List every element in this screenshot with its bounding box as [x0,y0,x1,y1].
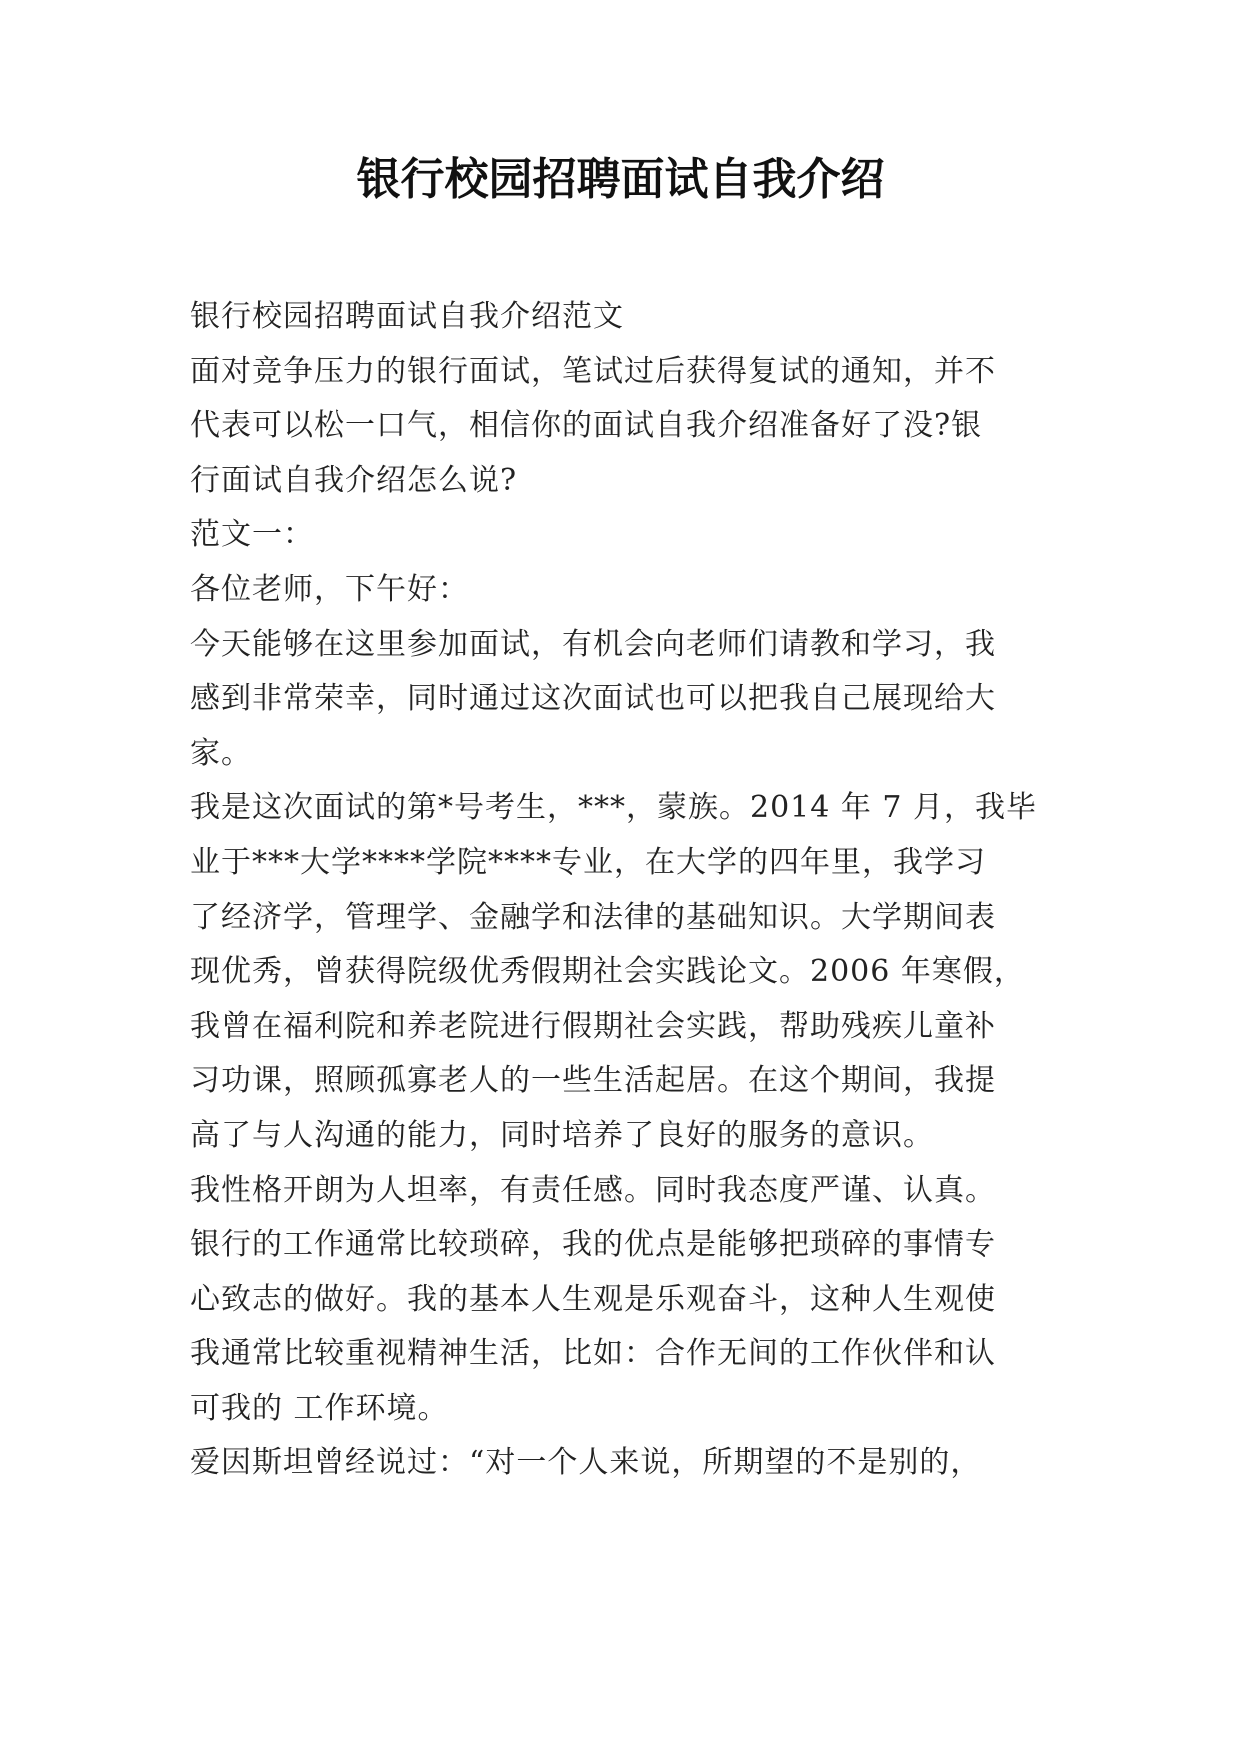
body-line: 业于***大学****学院****专业，在大学的四年里，我学习 [190,844,986,880]
body-line: 感到非常荣幸，同时通过这次面试也可以把我自己展现给大 [190,681,996,717]
body-line: 心致志的做好。我的基本人生观是乐观奋斗，这种人生观使 [190,1281,996,1317]
body-line: 习功课，照顾孤寡老人的一些生活起居。在这个期间，我提 [190,1063,996,1099]
body-line: 今天能够在这里参加面试，有机会向老师们请教和学习，我 [190,626,996,662]
body-line: 范文一： [190,517,314,553]
body-line: 了经济学，管理学、金融学和法律的基础知识。大学期间表 [190,899,996,935]
body-line: 我是这次面试的第*号考生，***，蒙族。2014 年 7 月，我毕 [190,790,1038,826]
body-line: 银行校园招聘面试自我介绍范文 [190,299,624,334]
body-line: 我性格开朗为人坦率，有责任感。同时我态度严谨、认真。 [190,1172,996,1208]
body-line: 各位老师，下午好： [190,571,469,607]
body-line: 银行的工作通常比较琐碎，我的优点是能够把琐碎的事情专 [190,1227,996,1263]
body-line: 我曾在福利院和养老院进行假期社会实践，帮助残疾儿童补 [190,1008,996,1044]
body-line: 可我的 工作环境。 [190,1390,449,1426]
body-line: 爱因斯坦曾经说过：“对一个人来说，所期望的不是别的， [190,1445,982,1481]
document-body [190,290,1090,1491]
body-line: 行面试自我介绍怎么说? [190,462,518,498]
body-line: 家。 [190,735,252,771]
body-line: 面对竞争压力的银行面试，笔试过后获得复试的通知，并不 [190,353,996,389]
body-line: 高了与人沟通的能力，同时培养了良好的服务的意识。 [190,1117,934,1153]
body-line: 代表可以松一口气，相信你的面试自我介绍准备好了没?银 [190,408,983,444]
document-title: 银行校园招聘面试自我介绍 [356,154,885,205]
body-line: 我通常比较重视精神生活，比如：合作无间的工作伙伴和认 [190,1336,996,1372]
body-line: 现优秀，曾获得院级优秀假期社会实践论文。2006 年寒假， [190,954,1025,990]
